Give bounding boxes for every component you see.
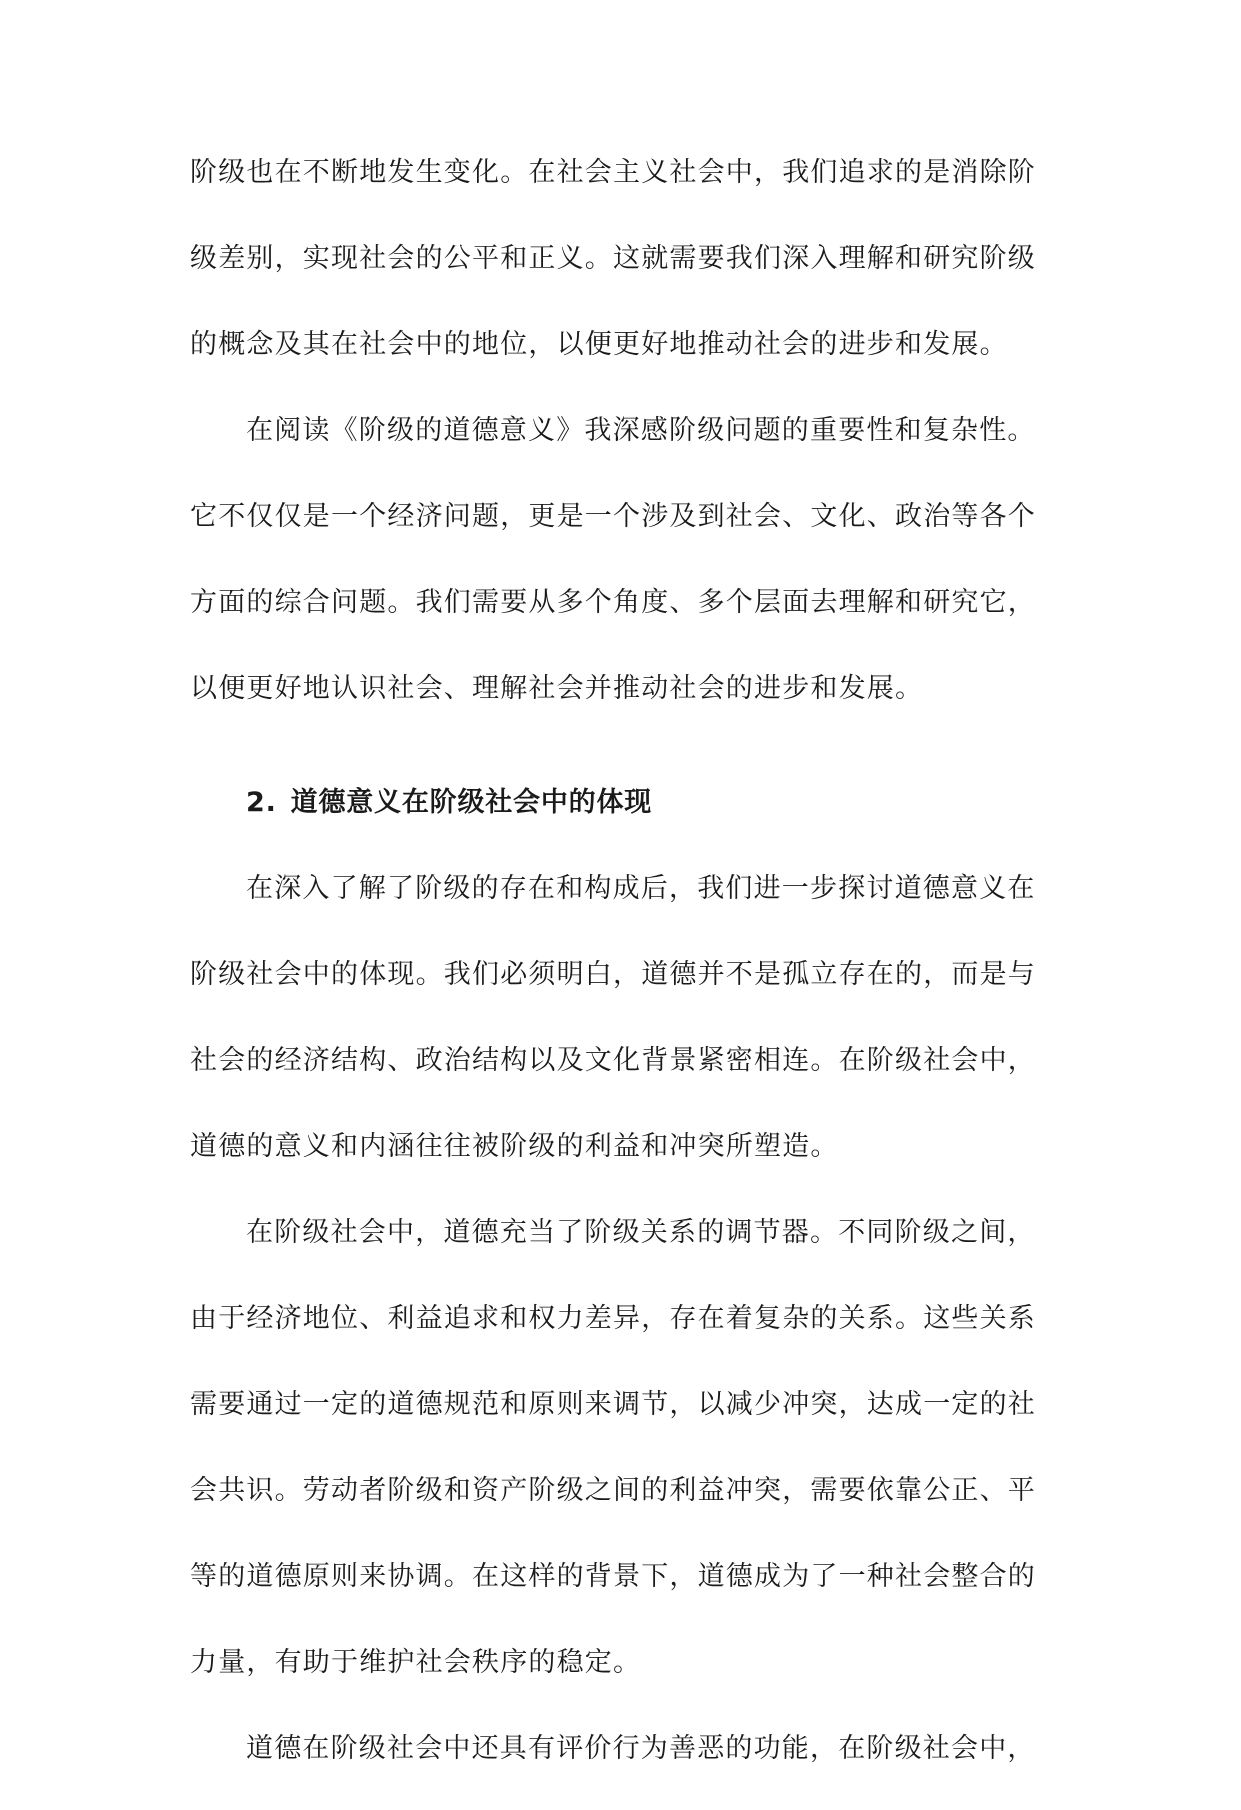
document-body [190,148,1060,1810]
text-line: 以便更好地认识社会、理解社会并推动社会的进步和发展。 [190,673,924,704]
text-line: 方面的综合问题。我们需要从多个角度、多个层面去理解和研究它， [190,587,1036,618]
text-line: 需要通过一定的道德规范和原则来调节，以减少冲突，达成一定的社 [190,1389,1036,1420]
text-line: 由于经济地位、利益追求和权力差异，存在着复杂的关系。这些关系 [190,1303,1036,1334]
section-title: 道德意义在阶级社会中的体现 [290,787,653,818]
text-line: 它不仅仅是一个经济问题，更是一个涉及到社会、文化、政治等各个 [190,501,1036,532]
paragraph-first-line: 在阶级社会中，道德充当了阶级关系的调节器。不同阶级之间， [246,1217,1036,1248]
text-line: 的概念及其在社会中的地位，以便更好地推动社会的进步和发展。 [190,329,1008,360]
paragraph-first-line: 道德在阶级社会中还具有评价行为善恶的功能，在阶级社会中， [246,1733,1036,1764]
section-number: 2. [246,787,277,818]
section-heading [190,778,1060,864]
text-line: 级差别，实现社会的公平和正义。这就需要我们深入理解和研究阶级 [190,243,1036,274]
paragraph-first-line: 在深入了解了阶级的存在和构成后，我们进一步探讨道德意义在 [246,873,1036,904]
text-line: 阶级社会中的体现。我们必须明白，道德并不是孤立存在的，而是与 [190,959,1036,990]
text-line: 社会的经济结构、政治结构以及文化背景紧密相连。在阶级社会中， [190,1045,1036,1076]
text-line: 会共识。劳动者阶级和资产阶级之间的利益冲突，需要依靠公正、平 [190,1475,1036,1506]
paragraph-first-line: 在阅读《阶级的道德意义》我深感阶级问题的重要性和复杂性。 [246,415,1036,446]
text-line: 等的道德原则来协调。在这样的背景下，道德成为了一种社会整合的 [190,1561,1036,1592]
text-line: 阶级也在不断地发生变化。在社会主义社会中，我们追求的是消除阶 [190,157,1036,188]
text-line: 力量，有助于维护社会秩序的稳定。 [190,1647,642,1678]
text-line: 道德的意义和内涵往往被阶级的利益和冲突所塑造。 [190,1131,839,1162]
section-spacer [190,750,1060,778]
